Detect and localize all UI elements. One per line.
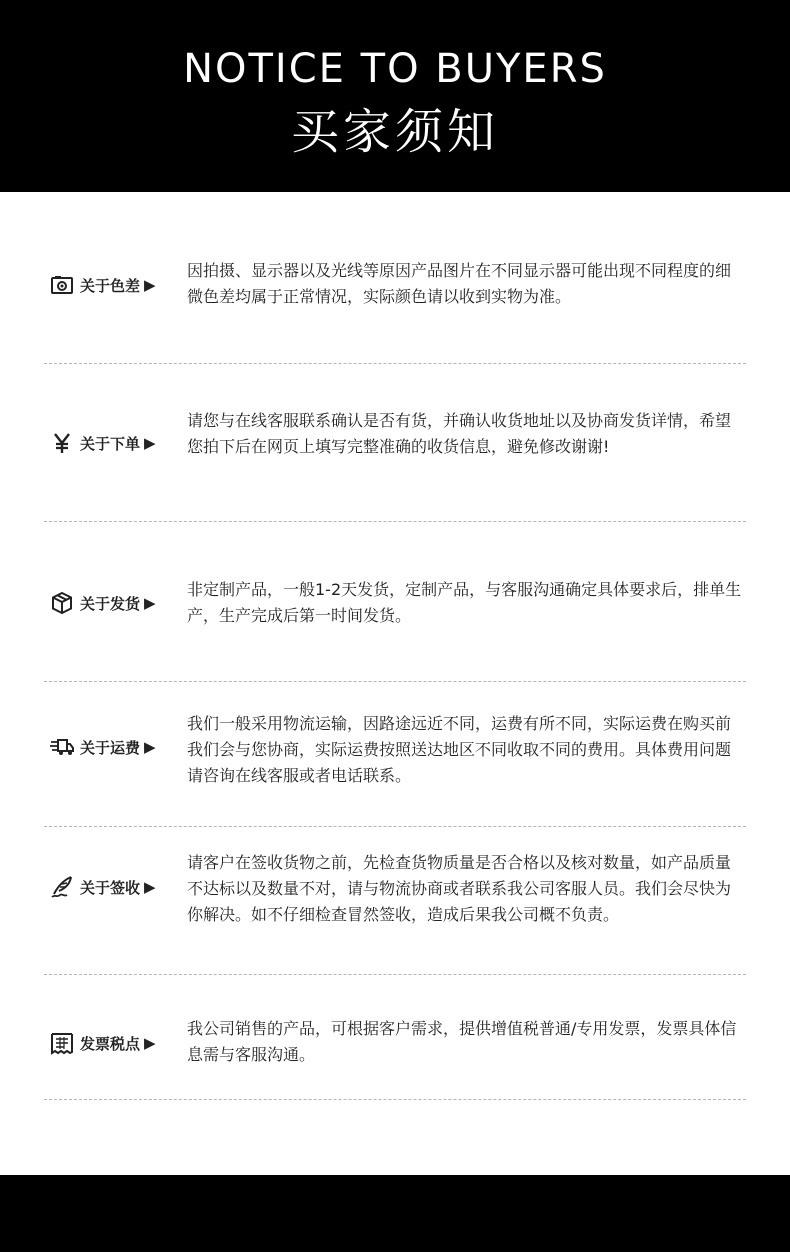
section-text-shipping: 非定制产品，一般1-2天发货，定制产品，与客服沟通确定具体要求后，排单生产，生产完成后第一时间发货。: [187, 580, 742, 625]
divider: [44, 681, 746, 682]
section-label-text: 关于发货: [80, 594, 141, 613]
title-english: NOTICE TO BUYERS: [183, 46, 607, 92]
divider: [44, 974, 746, 975]
arrow-icon: ▶: [144, 738, 156, 756]
section-text-invoice: 我公司销售的产品，可根据客户需求，提供增值税普通/专用发票，发票具体信息需与客服沟通。: [187, 1019, 737, 1064]
package-icon: [50, 591, 74, 615]
section-text-color-difference: 因拍摄、显示器以及光线等原因产品图片在不同显示器可能出现不同程度的细微色差均属于正常情况，实际颜色请以收到实物为准。: [187, 261, 732, 306]
section-text-receipt: 请客户在签收货物之前，先检查货物质量是否合格以及核对数量，如产品质量不达标以及数量不对，请与物流协商或者联系我公司客服人员。我们会尽快为你解决。如不仔细检查冒然签收，造成后果我公司概不负责。: [187, 853, 732, 924]
section-label-receipt: [50, 872, 156, 902]
section-label-text: 关于下单: [80, 434, 141, 453]
section-label-text: 发票税点: [80, 1034, 141, 1053]
section-label-text: 关于签收: [80, 878, 141, 897]
arrow-icon: ▶: [144, 276, 156, 294]
divider: [44, 363, 746, 364]
section-label-shipping: [50, 588, 156, 618]
arrow-icon: ▶: [144, 1034, 156, 1052]
section-label-text: 关于运费: [80, 738, 141, 757]
section-label-ordering: [50, 428, 156, 458]
section-text-freight: 我们一般采用物流运输，因路途远近不同，运费有所不同，实际运费在购买前我们会与您协商，实际运费按照送达地区不同收取不同的费用。具体费用问题请咨询在线客服或者电话联系。: [187, 714, 732, 785]
truck-icon: [50, 735, 74, 759]
camera-icon: [50, 273, 74, 297]
section-label-freight: [50, 732, 156, 762]
invoice-icon: [50, 1031, 74, 1055]
title-chinese: 买家须知: [290, 104, 499, 160]
arrow-icon: ▶: [144, 594, 156, 612]
divider: [44, 826, 746, 827]
yen-icon: [50, 431, 74, 455]
section-label-invoice: [50, 1028, 156, 1058]
page-header: [0, 0, 790, 192]
section-label-text: 关于色差: [80, 276, 141, 295]
signature-icon: [50, 875, 74, 899]
divider: [44, 521, 746, 522]
arrow-icon: ▶: [144, 878, 156, 896]
section-text-ordering: 请您与在线客服联系确认是否有货，并确认收货地址以及协商发货详情，希望您拍下后在网页上填写完整准确的收货信息，避免修改谢谢!: [187, 411, 732, 456]
divider: [44, 1099, 746, 1100]
arrow-icon: ▶: [144, 434, 156, 452]
section-label-color-difference: [50, 270, 156, 300]
page-footer: [0, 1175, 790, 1252]
